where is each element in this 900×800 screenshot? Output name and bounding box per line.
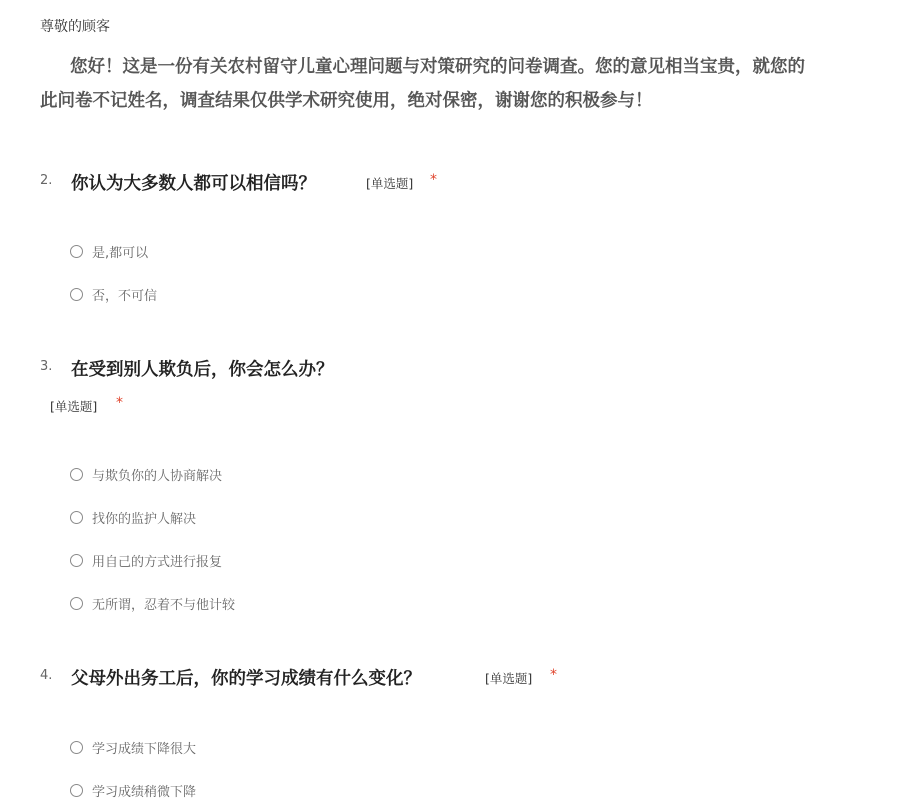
question-type-tag: [单选题] <box>366 176 414 191</box>
radio-button-icon[interactable] <box>70 245 83 258</box>
radio-button-icon[interactable] <box>70 741 83 754</box>
intro-line-2: 此问卷不记姓名，调查结果仅供学术研究使用，绝对保密，谢谢您的积极参与！ <box>40 91 653 111</box>
option-radio[interactable] <box>70 508 196 526</box>
option-radio[interactable] <box>70 465 222 483</box>
survey-intro <box>40 50 900 118</box>
radio-button-icon[interactable] <box>70 554 83 567</box>
radio-button-icon[interactable] <box>70 511 83 524</box>
question-title: 在受到别人欺负后，你会怎么办？ <box>71 360 334 380</box>
option-radio[interactable] <box>70 285 157 303</box>
option-radio[interactable] <box>70 594 235 612</box>
option-label[interactable]: 学习成绩下降很大 <box>92 741 197 757</box>
radio-button-icon[interactable] <box>70 784 83 797</box>
question-number: 3. <box>40 359 53 374</box>
radio-button-icon[interactable] <box>70 597 83 610</box>
question-number: 4. <box>40 668 53 683</box>
option-label[interactable]: 无所谓，忍着不与他计较 <box>92 597 236 613</box>
option-label[interactable]: 是,都可以 <box>92 245 149 261</box>
option-radio[interactable] <box>70 738 196 756</box>
option-label[interactable]: 用自己的方式进行报复 <box>92 554 223 570</box>
required-asterisk: * <box>430 172 437 188</box>
radio-button-icon[interactable] <box>70 288 83 301</box>
option-radio[interactable] <box>70 242 148 260</box>
option-label[interactable]: 学习成绩稍微下降 <box>92 784 197 800</box>
required-asterisk: * <box>550 667 557 683</box>
radio-button-icon[interactable] <box>70 468 83 481</box>
option-label[interactable]: 与欺负你的人协商解决 <box>92 468 223 484</box>
question-type-tag: [单选题] <box>485 671 533 686</box>
option-label[interactable]: 找你的监护人解决 <box>92 511 197 527</box>
option-radio[interactable] <box>70 551 222 569</box>
greeting-text: 尊敬的顾客 <box>40 19 110 35</box>
option-label[interactable]: 否，不可信 <box>92 288 158 304</box>
required-asterisk: * <box>116 395 123 411</box>
intro-line-1: 您好！这是一份有关农村留守儿童心理问题与对策研究的问卷调查。您的意见相当宝贵，就您的 <box>70 57 805 77</box>
question-number: 2. <box>40 173 53 188</box>
question-title: 你认为大多数人都可以相信吗？ <box>71 174 316 194</box>
question-title: 父母外出务工后，你的学习成绩有什么变化？ <box>71 669 421 689</box>
question-type-tag: [单选题] <box>50 399 98 414</box>
option-radio[interactable] <box>70 781 196 799</box>
